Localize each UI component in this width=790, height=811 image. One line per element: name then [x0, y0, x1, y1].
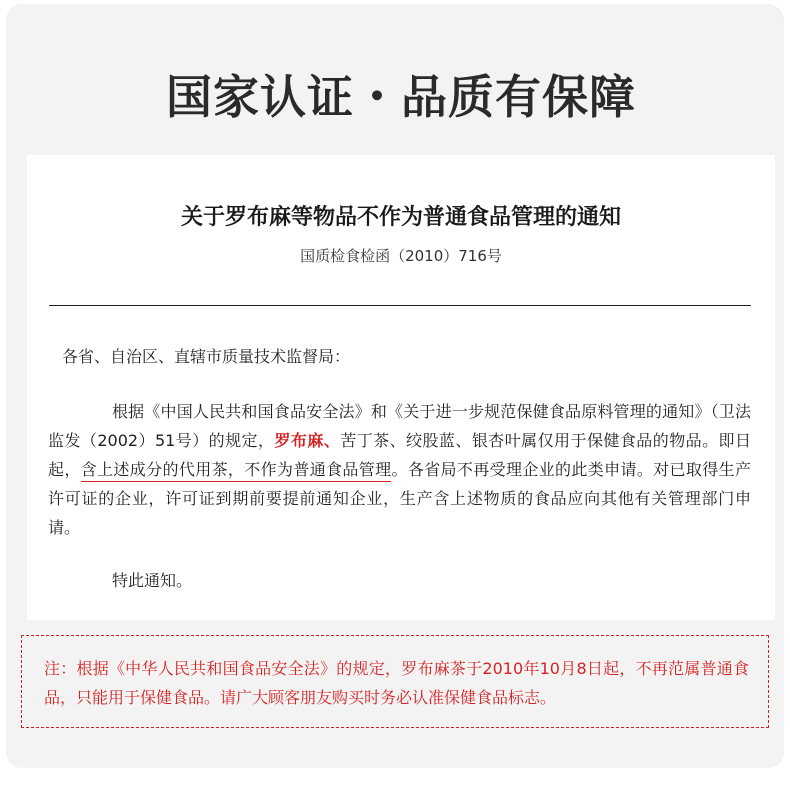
document-salutation: 各省、自治区、直辖市质量技术监督局： — [62, 347, 351, 366]
page-headline: 国家认证・品质有保障 — [166, 70, 636, 124]
body-text-part1: 根据《中国人民共和国食品安全法》和《关于进一步规范保健食品原料管理的通知》（卫法监发（2002）51号）的规定， — [48, 402, 751, 450]
document-number: 国质检食检函（2010）716号 — [300, 247, 502, 265]
notice-document — [27, 155, 775, 620]
document-closing: 特此通知。 — [112, 571, 193, 590]
body-text-part3: 。各省局不再受理企业的此类申请。对已取得生产许可证的企业，许可证到期前要提前通知企业，生产含上述物质的食品应向其他有关管理部门申请。 — [48, 460, 751, 537]
document-body — [48, 397, 751, 542]
body-highlight: 罗布麻、 — [274, 431, 341, 450]
title-divider — [49, 305, 751, 306]
notice-note-text: 注：根据《中华人民共和国食品安全法》的规定，罗布麻茶于2010年10月8日起，不再范属普通食品，只能用于保健食品。请广大顾客朋友购买时务必认准保健食品标志。 — [44, 659, 749, 707]
document-title: 关于罗布麻等物品不作为普通食品管理的通知 — [180, 204, 621, 230]
body-text-part2: 苦丁茶、绞股蓝、银杏叶属仅用于保健食品的物品。即日起， — [48, 431, 751, 479]
notice-note-box — [21, 635, 769, 728]
body-underlined-phrase: 含上述成分的代用茶，不作为普通食品管理 — [81, 460, 392, 482]
